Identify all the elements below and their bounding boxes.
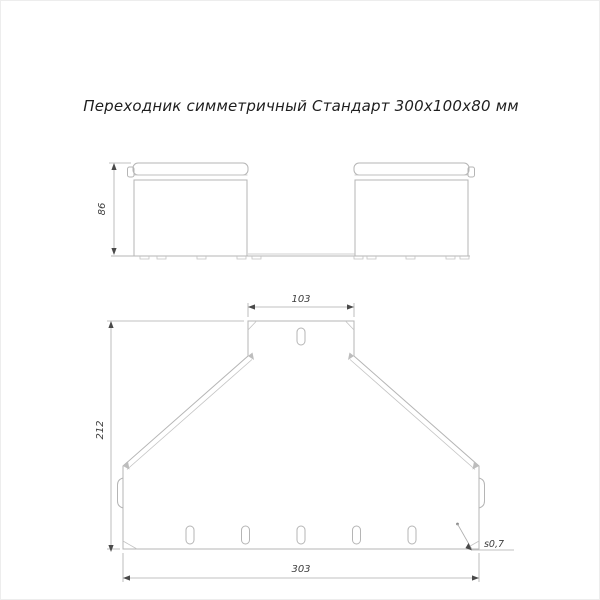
dim-303-arrow-right xyxy=(472,575,479,580)
connector-bump-right xyxy=(479,478,485,508)
technical-drawing xyxy=(1,1,600,600)
dimension-86 xyxy=(97,163,131,255)
bend-relief-top-left xyxy=(248,353,254,361)
slot-bottom-1 xyxy=(186,526,194,544)
neck-chamfer-left xyxy=(248,321,257,330)
right-wall-body xyxy=(355,180,468,256)
leader-line xyxy=(458,524,473,550)
bend-line-right xyxy=(350,360,475,470)
plan-view-outline xyxy=(123,321,479,549)
right-wall-rolled-lip xyxy=(354,163,469,175)
bottom-chamfer-left xyxy=(123,541,137,549)
dim-212-value: 212 xyxy=(95,420,106,440)
plan-view xyxy=(95,294,514,582)
dim-212-arrow-up xyxy=(108,321,113,328)
slot-bottom-2 xyxy=(242,526,250,544)
dim-103-arrow-right xyxy=(347,304,354,309)
left-wall-body xyxy=(134,180,247,256)
neck-chamfer-right xyxy=(346,321,355,330)
dim-303-arrow-left xyxy=(123,575,130,580)
dim-103-extensions xyxy=(248,303,354,317)
dimension-303 xyxy=(123,553,479,582)
thickness-leader xyxy=(456,523,514,551)
dim-103-value: 103 xyxy=(291,294,311,305)
side-view-left-wall xyxy=(128,163,249,256)
dim-103-arrow-left xyxy=(248,304,255,309)
drawing-title: Переходник симметричный Стандарт 300х100х80 мм xyxy=(83,97,519,115)
dimension-212 xyxy=(95,321,244,552)
slot-bottom-5 xyxy=(408,526,416,544)
slot-bottom-3 xyxy=(297,526,305,544)
side-view-right-wall xyxy=(354,163,475,256)
dim-86-value: 86 xyxy=(97,202,108,216)
bend-relief-top-right xyxy=(348,353,354,361)
dim-86-arrow-up xyxy=(111,163,116,170)
left-wall-rolled-lip xyxy=(133,163,248,175)
slot-bottom-4 xyxy=(353,526,361,544)
dim-212-arrow-down xyxy=(108,545,113,552)
dim-303-value: 303 xyxy=(291,564,311,575)
thickness-value: s0,7 xyxy=(483,539,505,550)
slot-top xyxy=(297,328,305,345)
slots-bottom-row xyxy=(186,526,416,544)
connector-bump-left xyxy=(118,478,124,508)
bend-line-left xyxy=(127,360,252,470)
dim-86-arrow-down xyxy=(111,248,116,255)
dimension-103 xyxy=(248,294,354,317)
side-view xyxy=(97,163,475,259)
